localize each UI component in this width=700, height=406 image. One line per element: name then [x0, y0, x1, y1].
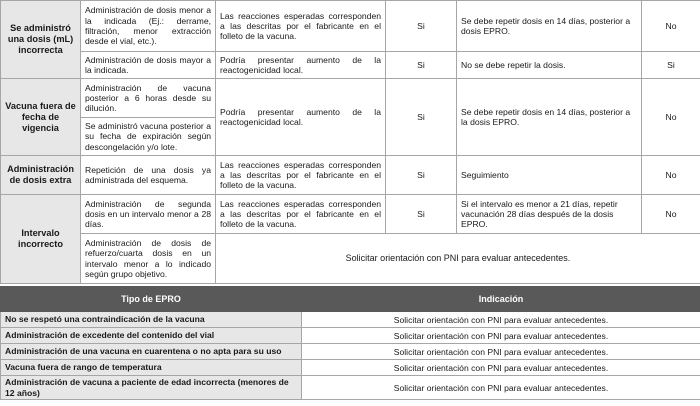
indication-cell: Si el intervalo es menor a 21 días, repetir vacunación 28 días después de la dosis EPRO.: [457, 195, 642, 234]
category-cell: Se administró una dosis (mL) incorrecta: [1, 1, 81, 79]
notify-cell: No: [642, 156, 700, 195]
description-cell: Administración de dosis de refuerzo/cuarta dosis en un intervalo menor a lo indicado según grupo objetivo.: [81, 234, 216, 284]
reaction-cell: Las reacciones esperadas corresponden a las descritas por el fabricante en el folleto de la vacuna.: [216, 1, 386, 52]
description-cell: Administración de dosis menor a la indicada (Ej.: derrame, filtración, menor extracción desde el vial, etc.).: [81, 1, 216, 52]
reaction-cell: Las reacciones esperadas corresponden a las descritas por el fabricante en el folleto de la vacuna.: [216, 195, 386, 234]
notify-cell: No: [642, 79, 700, 156]
notify-cell: Si: [642, 52, 700, 79]
notify-cell: No: [642, 1, 700, 52]
table-row: [1, 328, 700, 344]
category-cell: Administración de dosis extra: [1, 156, 81, 195]
indicacion-cell: Solicitar orientación con PNI para evaluar antecedentes.: [302, 344, 700, 360]
indication-cell: Se debe repetir dosis en 14 días, posterior a dosis EPRO.: [457, 1, 642, 52]
epro-cell: Si: [386, 195, 457, 234]
indicacion-cell: Solicitar orientación con PNI para evaluar antecedentes.: [302, 312, 700, 328]
tipo-cell: Administración de excedente del contenido del vial: [1, 328, 302, 344]
epro-cell: Si: [386, 1, 457, 52]
indicacion-cell: Solicitar orientación con PNI para evaluar antecedentes.: [302, 360, 700, 376]
table-row: [1, 79, 700, 118]
reaction-cell: Podría presentar aumento de la reactogenicidad local.: [216, 79, 386, 156]
tipo-cell: Administración de vacuna a paciente de edad incorrecta (menores de 12 años): [1, 376, 302, 400]
description-cell: Administración de vacuna posterior a 6 horas desde su dilución.: [81, 79, 216, 118]
epro-cell: Si: [386, 52, 457, 79]
indicacion-cell: Solicitar orientación con PNI para evaluar antecedentes.: [302, 328, 700, 344]
indicacion-cell: Solicitar orientación con PNI para evaluar antecedentes.: [302, 376, 700, 400]
column-header-indicacion: Indicación: [302, 287, 700, 312]
indication-cell: Se debe repetir dosis en 14 días, posterior a la dosis EPRO.: [457, 79, 642, 156]
reaction-cell: Podría presentar aumento de la reactogenicidad local.: [216, 52, 386, 79]
table-row: [1, 1, 700, 52]
merged-indication-cell: Solicitar orientación con PNI para evaluar antecedentes.: [216, 234, 700, 284]
reaction-cell: Las reacciones esperadas corresponden a las descritas por el fabricante en el folleto de la vacuna.: [216, 156, 386, 195]
notify-cell: No: [642, 195, 700, 234]
category-cell: Intervalo incorrecto: [1, 195, 81, 284]
epro-type-table: [0, 286, 700, 400]
tipo-cell: No se respetó una contraindicación de la vacuna: [1, 312, 302, 328]
indication-cell: No se debe repetir la dosis.: [457, 52, 642, 79]
table-row: [1, 360, 700, 376]
description-cell: Administración de segunda dosis en un intervalo menor a 28 días.: [81, 195, 216, 234]
description-cell: Administración de dosis mayor a la indicada.: [81, 52, 216, 79]
table-header-row: [1, 287, 700, 312]
column-header-tipo: Tipo de EPRO: [1, 287, 302, 312]
table-row: [1, 344, 700, 360]
description-cell: Se administró vacuna posterior a su fecha de expiración según descongelación y/o lote.: [81, 118, 216, 156]
epro-cell: Si: [386, 79, 457, 156]
table-row: [1, 376, 700, 400]
table-row: [1, 234, 700, 284]
table-row: [1, 312, 700, 328]
indication-cell: Seguimiento: [457, 156, 642, 195]
description-cell: Repetición de una dosis ya administrada del esquema.: [81, 156, 216, 195]
table-row: [1, 195, 700, 234]
tipo-cell: Vacuna fuera de rango de temperatura: [1, 360, 302, 376]
table-row: [1, 156, 700, 195]
tipo-cell: Administración de una vacuna en cuarentena o no apta para su uso: [1, 344, 302, 360]
epro-cell: Si: [386, 156, 457, 195]
category-cell: Vacuna fuera de fecha de vigencia: [1, 79, 81, 156]
table-row: [1, 52, 700, 79]
